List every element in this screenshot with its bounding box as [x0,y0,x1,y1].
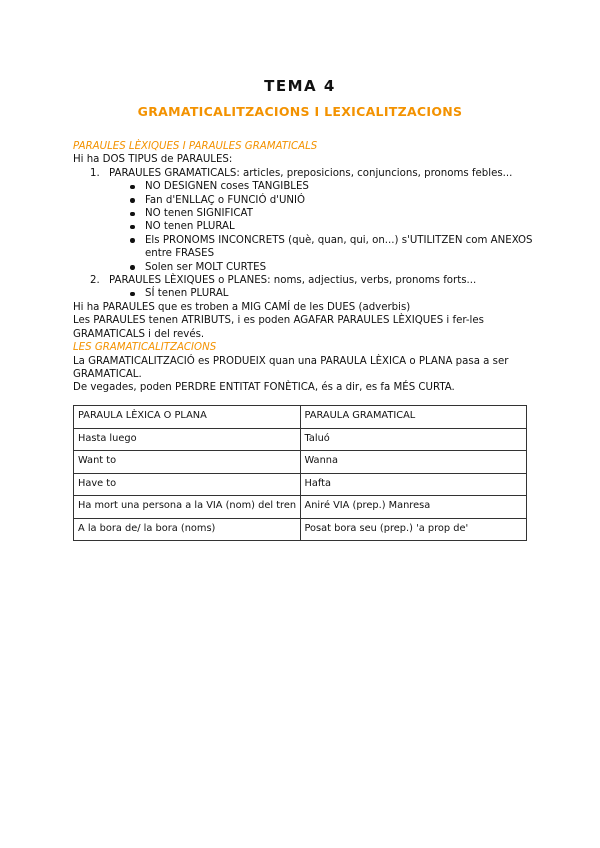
bullet-icon [130,198,135,203]
bullet-icon [130,265,135,270]
page-title: TEMA 4 [264,77,336,95]
table-cell: Ha mort una persona a la VIA (nom) del tren [74,496,301,519]
bullet-text: Els PRONOMS INCONCRETS (què, quan, qui, on...) s'UTILITZEN com ANEXOS entre FRASES [145,234,533,260]
table-cell: Taluó [300,428,527,451]
table-cell: A la bora de/ la bora (noms) [74,518,301,541]
list-number: 1. [90,167,100,179]
table-header-row [74,406,527,429]
table-row [74,473,527,496]
paragraph-atributs: Les PARAULES tenen ATRIBUTS, i es poden AGAFAR PARAULES LÈXIQUES i fer-les GRAMATICALS i del revés. [73,315,484,340]
bullet-item [73,194,533,207]
bullet-list [73,287,533,300]
page-subtitle: GRAMATICALITZACIONS I LEXICALITZACIONS [137,104,463,119]
table-row [74,428,527,451]
bullet-item [73,261,533,274]
list-item-gramaticals [73,167,533,274]
bullet-text: NO tenen PLURAL [145,221,235,233]
bullet-item [73,287,533,300]
bullet-item [73,234,533,261]
table-row [74,451,527,474]
bullet-item [73,180,533,193]
document-body [73,140,533,395]
intro-text: Hi ha DOS TIPUS de PARAULES: [73,154,233,166]
list-item-text: PARAULES GRAMATICALS: articles, preposicions, conjuncions, pronoms febles... [109,167,513,179]
table-cell: Hafta [300,473,527,496]
section-heading-paraules: PARAULES LÈXIQUES I PARAULES GRAMATICALS [73,141,318,152]
table-cell: Have to [74,473,301,496]
table-cell: Posat bora seu (prep.) 'a prop de' [300,518,527,541]
bullet-text: NO tenen SIGNIFICAT [145,208,253,220]
paragraph-entitat-fonetica: De vegades, poden PERDRE ENTITAT FONÈTICA, és a dir, es fa MÉS CURTA. [73,382,455,394]
bullet-text: Fan d'ENLLAÇ o FUNCIÓ d'UNIÓ [145,194,306,206]
bullet-icon [130,185,135,190]
bullet-icon [130,292,135,297]
bullet-icon [130,212,135,217]
bullet-icon [130,238,135,243]
list-number: 2. [90,275,100,287]
table-cell: Aniré VIA (prep.) Manresa [300,496,527,519]
bullet-text: NO DESIGNEN coses TANGIBLES [145,181,309,193]
section-heading-gramaticalitzacions: LES GRAMATICALITZACIONS [73,342,217,354]
table-row [74,496,527,519]
bullet-item [73,207,533,220]
paragraph-definicio: La GRAMATICALITZACIÓ es PRODUEIX quan una PARAULA LÈXICA o PLANA pasa a ser GRAMATICAL. [73,355,509,380]
table-cell: Wanna [300,451,527,474]
bullet-icon [130,225,135,230]
list-item-lexiques [73,274,533,301]
bullet-text: SÍ tenen PLURAL [145,288,229,300]
table-cell: Want to [74,451,301,474]
table-header-cell: PARAULA GRAMATICAL [300,406,527,429]
table-header-cell: PARAULA LÈXICA O PLANA [74,406,301,429]
table-cell: Hasta luego [74,428,301,451]
bullet-list [73,180,533,274]
list-item-text: PARAULES LÈXIQUES o PLANES: noms, adjectius, verbs, pronoms forts... [109,275,477,287]
numbered-list [73,167,533,301]
table-row [74,518,527,541]
examples-table [73,405,527,541]
paragraph-adverbis: Hi ha PARAULES que es troben a MIG CAMÍ de les DUES (adverbis) [73,301,411,313]
bullet-item [73,220,533,233]
bullet-text: Solen ser MOLT CURTES [145,261,267,273]
